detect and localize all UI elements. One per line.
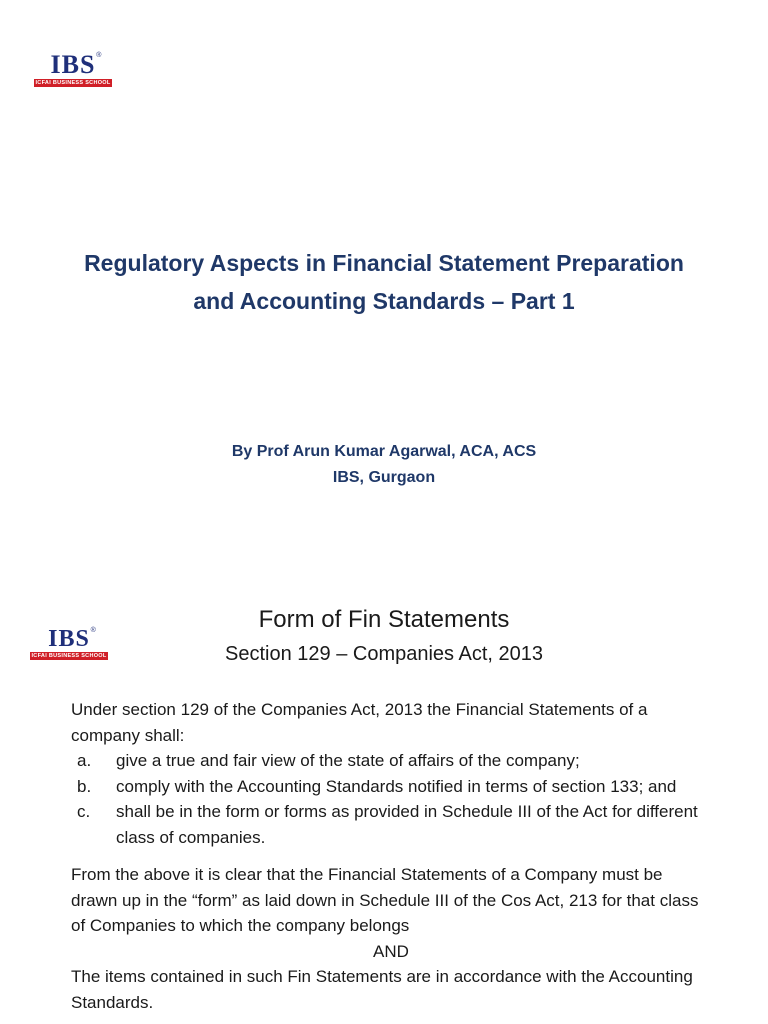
slide-title: Form of Fin Statements <box>258 606 510 633</box>
list-marker: a. <box>77 751 92 770</box>
institution-line: IBS, Gurgaon <box>332 469 436 486</box>
ibs-logo-text: IBS <box>48 626 90 652</box>
slide-body <box>71 697 711 1015</box>
list-item <box>71 748 711 774</box>
closing-paragraph: The items contained in such Fin Statements are in accordance with the Accounting Standards. <box>71 967 693 1012</box>
list-marker: c. <box>77 802 91 821</box>
list-item-text: give a true and fair view of the state of affairs of the company; <box>116 751 580 770</box>
title-line-2: and Accounting Standards – Part 1 <box>193 288 575 314</box>
registered-mark: ® <box>96 52 103 59</box>
presentation-title <box>20 244 748 320</box>
list-item-text: comply with the Accounting Standards notified in terms of section 133; and <box>116 776 677 796</box>
ibs-logo-mark <box>50 50 103 79</box>
ibs-logo-tagline: ICFAI BUSINESS SCHOOL <box>31 653 107 659</box>
intro-paragraph: Under section 129 of the Companies Act, 2013 the Financial Statements of a company shall: <box>71 700 648 745</box>
slide-subtitle: Section 129 – Companies Act, 2013 <box>225 643 543 665</box>
list-item <box>71 774 711 800</box>
requirements-list <box>71 748 711 850</box>
list-marker: b. <box>77 776 92 796</box>
list-item <box>71 799 711 850</box>
title-line-1: Regulatory Aspects in Financial Statement Preparation <box>84 250 684 276</box>
and-connector: AND <box>373 941 409 961</box>
registered-mark: ® <box>90 627 97 634</box>
conclusion-paragraph: From the above it is clear that the Financial Statements of a Company must be drawn up in the “form” as laid down in Schedule III of the Cos Act, 213 for that class of Companies to which the company belongs <box>71 865 699 935</box>
byline <box>0 439 768 491</box>
author-line: By Prof Arun Kumar Agarwal, ACA, ACS <box>231 443 537 460</box>
list-item-text: shall be in the form or forms as provided in Schedule III of the Act for different class of companies. <box>116 802 698 847</box>
ibs-logo <box>34 52 112 87</box>
ibs-logo-text: IBS <box>50 50 96 79</box>
ibs-logo-tagline: ICFAI BUSINESS SCHOOL <box>35 80 111 86</box>
